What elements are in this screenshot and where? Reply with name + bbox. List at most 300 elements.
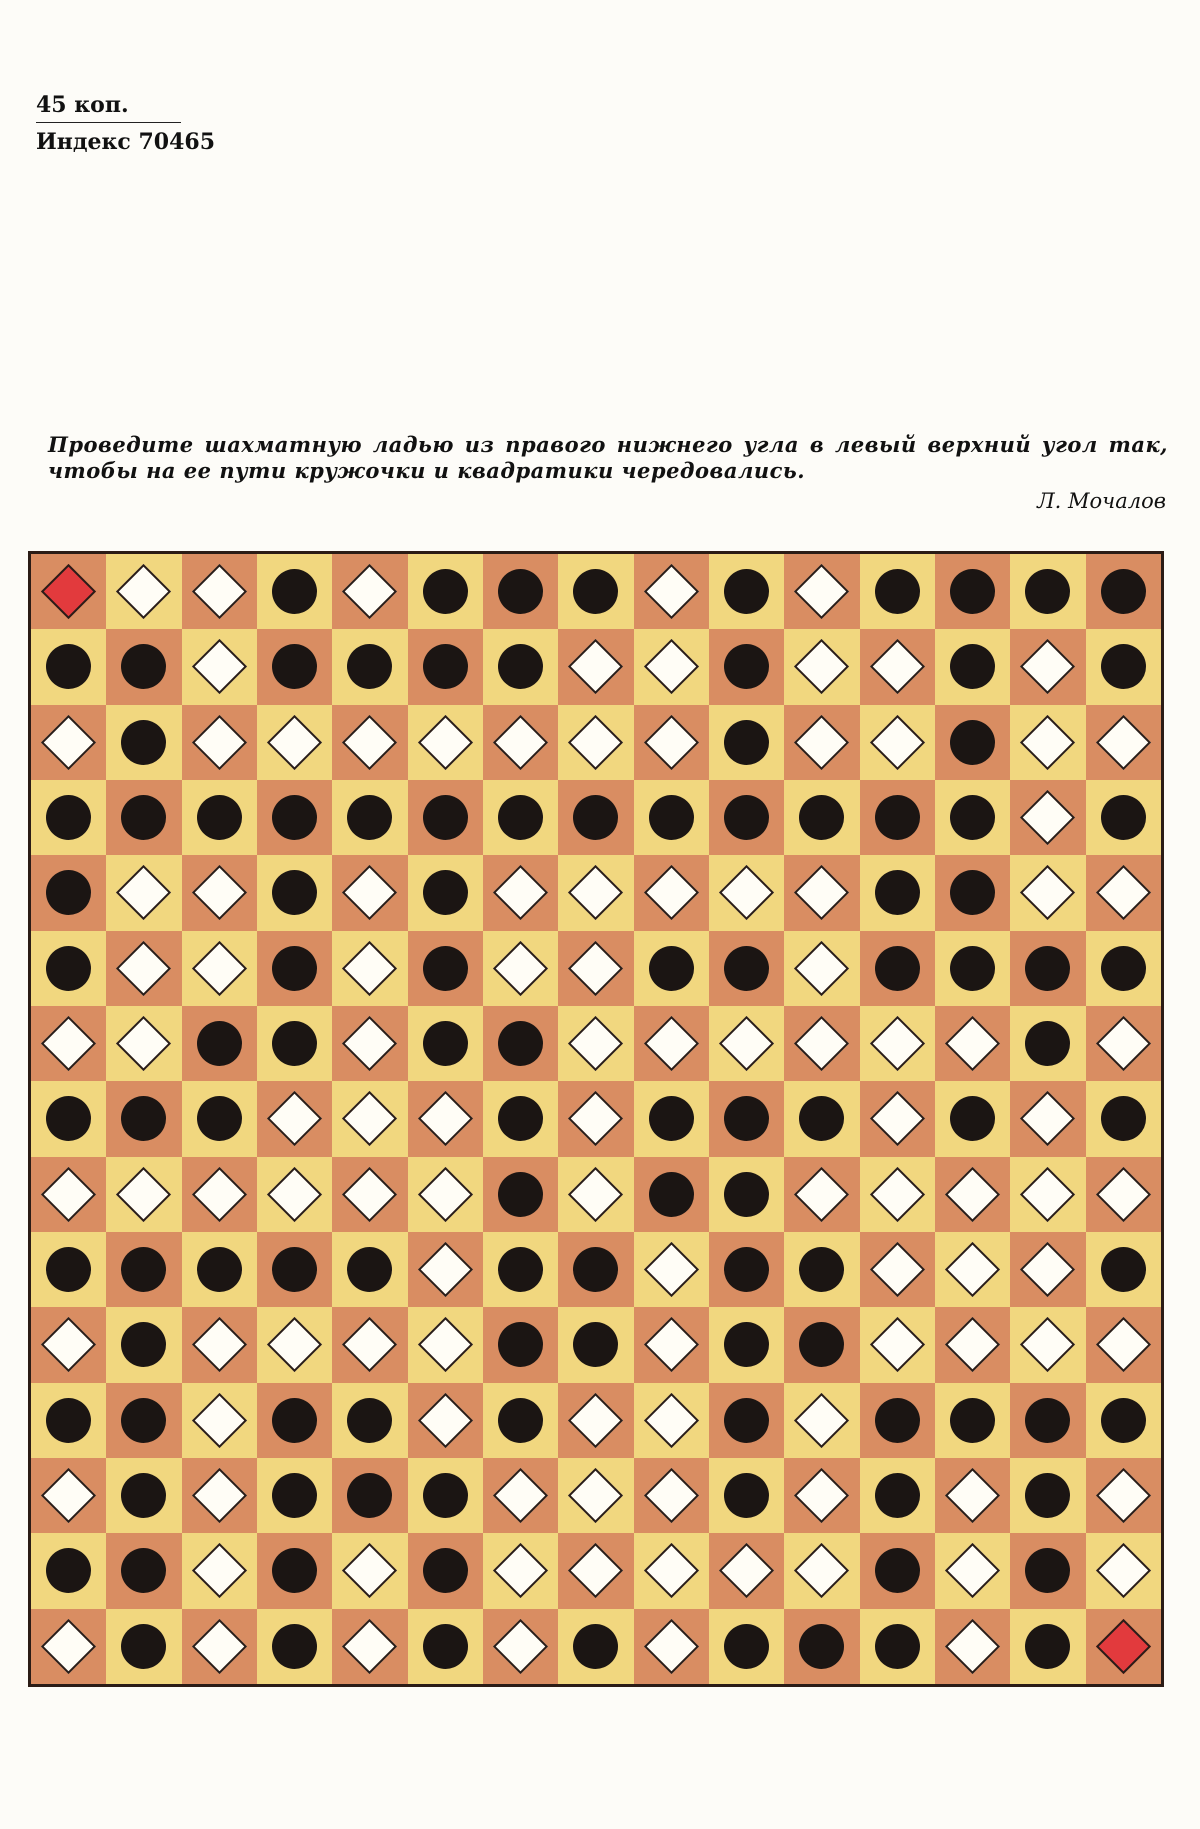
board-cell[interactable] xyxy=(935,1609,1010,1684)
black-circle-icon xyxy=(875,1473,920,1518)
board-cell[interactable] xyxy=(332,780,407,855)
board-cell[interactable] xyxy=(182,1232,257,1307)
board-cell[interactable] xyxy=(408,629,483,704)
white-diamond-icon xyxy=(267,1167,322,1222)
board-cell[interactable] xyxy=(31,1609,106,1684)
board-cell[interactable] xyxy=(106,1609,181,1684)
board-cell[interactable] xyxy=(182,554,257,629)
board-cell[interactable] xyxy=(106,780,181,855)
board-cell[interactable] xyxy=(558,931,633,1006)
board-cell[interactable] xyxy=(634,1307,709,1382)
board-cell[interactable] xyxy=(935,1533,1010,1608)
white-diamond-icon xyxy=(493,1543,548,1598)
board-cell[interactable] xyxy=(558,1006,633,1081)
white-diamond-icon xyxy=(945,1016,1000,1071)
black-circle-icon xyxy=(121,795,166,840)
board-cell[interactable] xyxy=(408,1383,483,1458)
board-cell[interactable] xyxy=(332,1232,407,1307)
board-cell[interactable] xyxy=(935,1006,1010,1081)
board-cell[interactable] xyxy=(106,1232,181,1307)
black-circle-icon xyxy=(498,795,543,840)
board-cell[interactable] xyxy=(860,1307,935,1382)
board-cell[interactable] xyxy=(784,1232,859,1307)
black-circle-icon xyxy=(423,1624,468,1669)
black-circle-icon xyxy=(1101,946,1146,991)
board-cell[interactable] xyxy=(709,1006,784,1081)
white-diamond-icon xyxy=(870,1317,925,1372)
white-diamond-icon xyxy=(1020,639,1075,694)
board-cell[interactable] xyxy=(1086,1383,1161,1458)
board-cell[interactable] xyxy=(558,629,633,704)
black-circle-icon xyxy=(347,1398,392,1443)
puzzle-author: Л. Мочалов xyxy=(1037,489,1166,513)
board-cell[interactable] xyxy=(332,1006,407,1081)
white-diamond-icon xyxy=(568,1468,623,1523)
board-cell[interactable] xyxy=(709,855,784,930)
board-cell[interactable] xyxy=(1086,1307,1161,1382)
board-cell[interactable] xyxy=(182,1157,257,1232)
board-cell[interactable] xyxy=(483,629,558,704)
black-circle-icon xyxy=(649,1096,694,1141)
board-cell[interactable] xyxy=(935,629,1010,704)
board-cell[interactable] xyxy=(332,629,407,704)
board-cell[interactable] xyxy=(408,1081,483,1156)
board-cell[interactable] xyxy=(483,931,558,1006)
black-circle-icon xyxy=(875,946,920,991)
white-diamond-icon xyxy=(192,941,247,996)
board-cell[interactable] xyxy=(1086,629,1161,704)
board-cell[interactable] xyxy=(408,1157,483,1232)
black-circle-icon xyxy=(347,795,392,840)
board-cell[interactable] xyxy=(935,1307,1010,1382)
board-cell[interactable] xyxy=(1010,629,1085,704)
board-cell[interactable] xyxy=(106,554,181,629)
white-diamond-icon xyxy=(870,639,925,694)
white-diamond-icon xyxy=(418,1167,473,1222)
board-cell[interactable] xyxy=(1010,1232,1085,1307)
black-circle-icon xyxy=(1101,1247,1146,1292)
board-cell[interactable] xyxy=(182,1081,257,1156)
board-cell[interactable] xyxy=(408,1232,483,1307)
board-cell[interactable] xyxy=(634,554,709,629)
white-diamond-icon xyxy=(794,1543,849,1598)
board-cell[interactable] xyxy=(860,931,935,1006)
board-cell[interactable] xyxy=(709,1383,784,1458)
white-diamond-icon xyxy=(342,1543,397,1598)
board-cell[interactable] xyxy=(935,705,1010,780)
black-circle-icon xyxy=(121,1624,166,1669)
board-cell[interactable] xyxy=(784,1307,859,1382)
white-diamond-icon xyxy=(1020,1317,1075,1372)
board-cell[interactable] xyxy=(1086,1609,1161,1684)
board-cell[interactable] xyxy=(935,554,1010,629)
white-diamond-icon xyxy=(192,1393,247,1448)
white-diamond-icon xyxy=(1020,1091,1075,1146)
white-diamond-icon xyxy=(493,941,548,996)
board-cell[interactable] xyxy=(408,1006,483,1081)
board-cell[interactable] xyxy=(784,1609,859,1684)
board-cell[interactable] xyxy=(483,1383,558,1458)
black-circle-icon xyxy=(121,1096,166,1141)
board-cell[interactable] xyxy=(408,1307,483,1382)
board-cell[interactable] xyxy=(106,1458,181,1533)
board-cell[interactable] xyxy=(332,554,407,629)
board-cell[interactable] xyxy=(182,705,257,780)
board-cell[interactable] xyxy=(558,1157,633,1232)
board-cell[interactable] xyxy=(784,1006,859,1081)
board-cell[interactable] xyxy=(784,1157,859,1232)
black-circle-icon xyxy=(121,1247,166,1292)
board-cell[interactable] xyxy=(483,554,558,629)
board-cell[interactable] xyxy=(257,1383,332,1458)
white-diamond-icon xyxy=(945,1468,1000,1523)
board-cell[interactable] xyxy=(1086,1006,1161,1081)
board-cell[interactable] xyxy=(784,1383,859,1458)
black-circle-icon xyxy=(498,1096,543,1141)
board-cell[interactable] xyxy=(31,1232,106,1307)
board-cell[interactable] xyxy=(1010,931,1085,1006)
black-circle-icon xyxy=(498,1322,543,1367)
board-cell[interactable] xyxy=(31,1006,106,1081)
board-cell[interactable] xyxy=(332,1081,407,1156)
board-cell[interactable] xyxy=(483,1232,558,1307)
board-cell[interactable] xyxy=(784,1081,859,1156)
board-cell[interactable] xyxy=(1010,1081,1085,1156)
board-cell[interactable] xyxy=(31,629,106,704)
board-cell[interactable] xyxy=(1010,1533,1085,1608)
board-cell[interactable] xyxy=(257,931,332,1006)
black-circle-icon xyxy=(950,795,995,840)
board-cell[interactable] xyxy=(860,1006,935,1081)
board-cell[interactable] xyxy=(709,931,784,1006)
white-diamond-icon xyxy=(267,715,322,770)
board-cell[interactable] xyxy=(1010,1157,1085,1232)
board-cell[interactable] xyxy=(784,931,859,1006)
board-cell[interactable] xyxy=(182,629,257,704)
board-cell[interactable] xyxy=(860,1609,935,1684)
board-cell[interactable] xyxy=(634,1533,709,1608)
board-cell[interactable] xyxy=(182,1609,257,1684)
board-cell[interactable] xyxy=(31,1307,106,1382)
board-cell[interactable] xyxy=(709,554,784,629)
board-cell[interactable] xyxy=(860,855,935,930)
board-cell[interactable] xyxy=(257,705,332,780)
board-cell[interactable] xyxy=(408,1533,483,1608)
board-cell[interactable] xyxy=(332,855,407,930)
puzzle-board[interactable] xyxy=(28,551,1164,1687)
board-cell[interactable] xyxy=(332,931,407,1006)
board-cell[interactable] xyxy=(709,705,784,780)
board-cell[interactable] xyxy=(860,1458,935,1533)
board-cell[interactable] xyxy=(558,705,633,780)
board-cell[interactable] xyxy=(182,855,257,930)
board-cell[interactable] xyxy=(1010,1383,1085,1458)
board-cell[interactable] xyxy=(1010,1307,1085,1382)
board-cell[interactable] xyxy=(31,1383,106,1458)
board-cell[interactable] xyxy=(709,1157,784,1232)
board-cell[interactable] xyxy=(634,1081,709,1156)
board-cell[interactable] xyxy=(483,1609,558,1684)
board-cell[interactable] xyxy=(935,1232,1010,1307)
board-cell[interactable] xyxy=(1010,554,1085,629)
board-cell[interactable] xyxy=(634,1458,709,1533)
board-cell[interactable] xyxy=(709,1081,784,1156)
board-cell[interactable] xyxy=(558,855,633,930)
board-cell[interactable] xyxy=(935,1458,1010,1533)
board-cell[interactable] xyxy=(784,855,859,930)
black-circle-icon xyxy=(347,1473,392,1518)
white-diamond-icon xyxy=(644,564,699,619)
board-cell[interactable] xyxy=(332,705,407,780)
board-cell[interactable] xyxy=(558,1383,633,1458)
board-cell[interactable] xyxy=(257,554,332,629)
board-cell[interactable] xyxy=(31,1157,106,1232)
board-cell[interactable] xyxy=(558,554,633,629)
white-diamond-icon xyxy=(794,1167,849,1222)
white-diamond-icon xyxy=(41,1317,96,1372)
board-cell[interactable] xyxy=(784,1533,859,1608)
board-cell[interactable] xyxy=(257,1307,332,1382)
board-cell[interactable] xyxy=(31,1081,106,1156)
black-circle-icon xyxy=(950,870,995,915)
board-cell[interactable] xyxy=(332,1458,407,1533)
board-cell[interactable] xyxy=(483,855,558,930)
board-cell[interactable] xyxy=(784,780,859,855)
board-cell[interactable] xyxy=(483,1157,558,1232)
board-cell[interactable] xyxy=(483,1081,558,1156)
board-cell[interactable] xyxy=(709,780,784,855)
board-cell[interactable] xyxy=(860,1232,935,1307)
board-cell[interactable] xyxy=(784,629,859,704)
black-circle-icon xyxy=(46,1548,91,1593)
board-cell[interactable] xyxy=(106,855,181,930)
black-circle-icon xyxy=(950,1096,995,1141)
black-circle-icon xyxy=(423,1021,468,1066)
board-cell[interactable] xyxy=(558,780,633,855)
board-cell[interactable] xyxy=(1010,1609,1085,1684)
board-cell[interactable] xyxy=(332,1383,407,1458)
board-cell[interactable] xyxy=(634,1232,709,1307)
board-cell[interactable] xyxy=(408,855,483,930)
black-circle-icon xyxy=(799,1096,844,1141)
board-cell[interactable] xyxy=(1086,780,1161,855)
board-cell[interactable] xyxy=(31,855,106,930)
board-cell[interactable] xyxy=(1086,1081,1161,1156)
white-diamond-icon xyxy=(644,1468,699,1523)
board-cell[interactable] xyxy=(408,705,483,780)
black-circle-icon xyxy=(121,1322,166,1367)
board-cell[interactable] xyxy=(106,1533,181,1608)
board-cell[interactable] xyxy=(257,1609,332,1684)
board-cell[interactable] xyxy=(257,1232,332,1307)
board-cell[interactable] xyxy=(332,1157,407,1232)
board-cell[interactable] xyxy=(483,1458,558,1533)
board-cell[interactable] xyxy=(483,705,558,780)
white-diamond-icon xyxy=(1020,1242,1075,1297)
board-cell[interactable] xyxy=(1010,705,1085,780)
board-cell[interactable] xyxy=(709,1609,784,1684)
board-cell[interactable] xyxy=(935,1157,1010,1232)
board-cell[interactable] xyxy=(257,629,332,704)
red-diamond-icon xyxy=(41,564,96,619)
board-cell[interactable] xyxy=(1086,705,1161,780)
board-cell[interactable] xyxy=(558,1458,633,1533)
board-cell[interactable] xyxy=(257,1533,332,1608)
board-cell[interactable] xyxy=(257,1006,332,1081)
black-circle-icon xyxy=(46,795,91,840)
board-cell[interactable] xyxy=(31,931,106,1006)
board-cell[interactable] xyxy=(634,705,709,780)
black-circle-icon xyxy=(423,870,468,915)
board-cell[interactable] xyxy=(1010,855,1085,930)
black-circle-icon xyxy=(1101,795,1146,840)
board-cell[interactable] xyxy=(558,1307,633,1382)
board-cell[interactable] xyxy=(784,705,859,780)
board-cell[interactable] xyxy=(31,1458,106,1533)
board-cell[interactable] xyxy=(106,1157,181,1232)
white-diamond-icon xyxy=(644,1317,699,1372)
board-cell[interactable] xyxy=(182,1383,257,1458)
board-cell[interactable] xyxy=(634,1383,709,1458)
board-cell[interactable] xyxy=(106,1006,181,1081)
board-cell[interactable] xyxy=(408,931,483,1006)
board-cell[interactable] xyxy=(784,554,859,629)
board-cell[interactable] xyxy=(860,1533,935,1608)
white-diamond-icon xyxy=(116,564,171,619)
board-cell[interactable] xyxy=(31,554,106,629)
black-circle-icon xyxy=(799,1247,844,1292)
board-cell[interactable] xyxy=(332,1307,407,1382)
board-cell[interactable] xyxy=(860,1157,935,1232)
board-cell[interactable] xyxy=(1010,1006,1085,1081)
board-cell[interactable] xyxy=(483,1307,558,1382)
board-cell[interactable] xyxy=(483,1006,558,1081)
white-diamond-icon xyxy=(568,941,623,996)
board-cell[interactable] xyxy=(408,1458,483,1533)
board-cell[interactable] xyxy=(1086,931,1161,1006)
board-cell[interactable] xyxy=(709,629,784,704)
white-diamond-icon xyxy=(794,1393,849,1448)
board-cell[interactable] xyxy=(408,1609,483,1684)
board-cell[interactable] xyxy=(935,1383,1010,1458)
board-cell[interactable] xyxy=(332,1609,407,1684)
board-cell[interactable] xyxy=(860,629,935,704)
black-circle-icon xyxy=(724,569,769,614)
board-cell[interactable] xyxy=(408,780,483,855)
board-cell[interactable] xyxy=(106,629,181,704)
board-cell[interactable] xyxy=(31,780,106,855)
white-diamond-icon xyxy=(719,1543,774,1598)
white-diamond-icon xyxy=(1020,715,1075,770)
board-cell[interactable] xyxy=(31,705,106,780)
white-diamond-icon xyxy=(342,1167,397,1222)
board-cell[interactable] xyxy=(860,1383,935,1458)
board-cell[interactable] xyxy=(634,855,709,930)
black-circle-icon xyxy=(197,1247,242,1292)
white-diamond-icon xyxy=(1096,1167,1151,1222)
board-cell[interactable] xyxy=(1010,1458,1085,1533)
board-cell[interactable] xyxy=(935,931,1010,1006)
board-cell[interactable] xyxy=(483,1533,558,1608)
board-cell[interactable] xyxy=(106,705,181,780)
black-circle-icon xyxy=(649,946,694,991)
white-diamond-icon xyxy=(1096,1543,1151,1598)
board-cell[interactable] xyxy=(935,855,1010,930)
board-cell[interactable] xyxy=(182,1533,257,1608)
board-cell[interactable] xyxy=(1086,1157,1161,1232)
white-diamond-icon xyxy=(794,1468,849,1523)
black-circle-icon xyxy=(1101,644,1146,689)
board-cell[interactable] xyxy=(106,931,181,1006)
board-cell[interactable] xyxy=(634,1157,709,1232)
board-cell[interactable] xyxy=(709,1307,784,1382)
board-cell[interactable] xyxy=(860,780,935,855)
board-cell[interactable] xyxy=(784,1458,859,1533)
black-circle-icon xyxy=(347,644,392,689)
board-cell[interactable] xyxy=(935,780,1010,855)
board-cell[interactable] xyxy=(558,1609,633,1684)
board-cell[interactable] xyxy=(558,1232,633,1307)
board-cell[interactable] xyxy=(860,705,935,780)
board-cell[interactable] xyxy=(182,1307,257,1382)
white-diamond-icon xyxy=(116,865,171,920)
board-cell[interactable] xyxy=(257,780,332,855)
board-cell[interactable] xyxy=(634,780,709,855)
black-circle-icon xyxy=(272,946,317,991)
black-circle-icon xyxy=(121,1398,166,1443)
board-cell[interactable] xyxy=(257,855,332,930)
board-cell[interactable] xyxy=(1086,554,1161,629)
board-cell[interactable] xyxy=(257,1458,332,1533)
board-cell[interactable] xyxy=(1086,855,1161,930)
board-cell[interactable] xyxy=(935,1081,1010,1156)
black-circle-icon xyxy=(272,1548,317,1593)
board-cell[interactable] xyxy=(558,1081,633,1156)
board-cell[interactable] xyxy=(106,1307,181,1382)
board-cell[interactable] xyxy=(408,554,483,629)
board-cell[interactable] xyxy=(860,554,935,629)
board-cell[interactable] xyxy=(1010,780,1085,855)
black-circle-icon xyxy=(724,1096,769,1141)
board-cell[interactable] xyxy=(1086,1458,1161,1533)
board-cell[interactable] xyxy=(634,1609,709,1684)
board-cell[interactable] xyxy=(182,780,257,855)
board-cell[interactable] xyxy=(709,1533,784,1608)
board-cell[interactable] xyxy=(1086,1232,1161,1307)
black-circle-icon xyxy=(1025,1548,1070,1593)
board-cell[interactable] xyxy=(1086,1533,1161,1608)
black-circle-icon xyxy=(799,795,844,840)
board-cell[interactable] xyxy=(558,1533,633,1608)
board-cell[interactable] xyxy=(182,931,257,1006)
board-cell[interactable] xyxy=(634,629,709,704)
board-cell[interactable] xyxy=(709,1232,784,1307)
board-cell[interactable] xyxy=(257,1157,332,1232)
board-cell[interactable] xyxy=(106,1081,181,1156)
board-cell[interactable] xyxy=(860,1081,935,1156)
board-cell[interactable] xyxy=(257,1081,332,1156)
board-cell[interactable] xyxy=(31,1533,106,1608)
board-cell[interactable] xyxy=(332,1533,407,1608)
black-circle-icon xyxy=(649,1172,694,1217)
board-cell[interactable] xyxy=(106,1383,181,1458)
board-cell[interactable] xyxy=(483,780,558,855)
board-cell[interactable] xyxy=(634,1006,709,1081)
board-cell[interactable] xyxy=(182,1006,257,1081)
board-cell[interactable] xyxy=(182,1458,257,1533)
board-cell[interactable] xyxy=(709,1458,784,1533)
board-cell[interactable] xyxy=(634,931,709,1006)
